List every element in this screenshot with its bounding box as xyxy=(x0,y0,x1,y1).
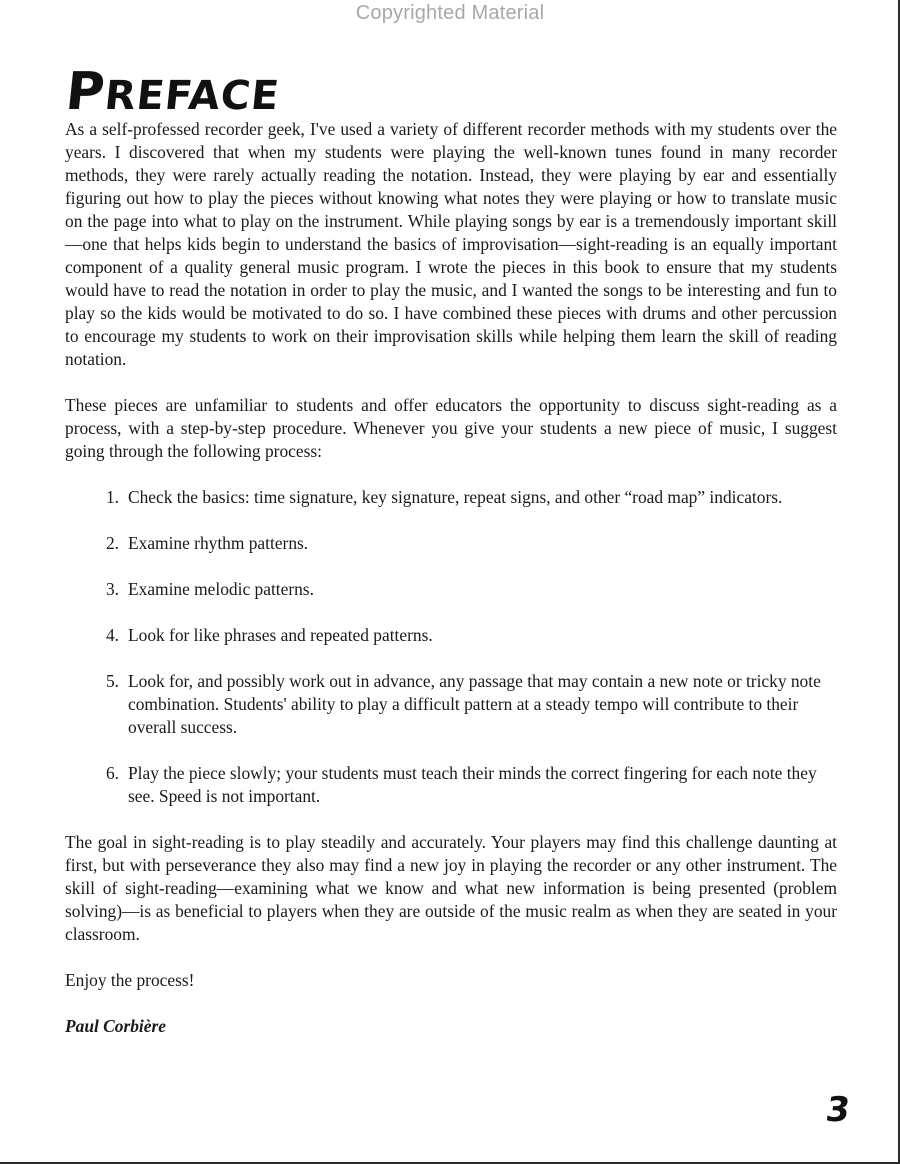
list-item xyxy=(65,624,837,647)
step-text: Look for, and possibly work out in advance, any passage that may contain a new note or tricky note combination. Students' ability to play a difficult pattern at a steady tempo will contribute to their overall success. xyxy=(128,671,821,737)
step-number: 2 . xyxy=(65,532,119,555)
list-item xyxy=(65,486,837,509)
intro-paragraph: As a self-professed recorder geek, I've used a variety of different recorder methods with my students over the years. I discovered that when my students were playing the well-known tunes found in many recorder methods, they were rarely actually reading the notation. Instead, they were playing by ear and essentially figuring out how to play the pieces without knowing what notes they were playing or how to translate music on the page into what to play on the instrument. While playing songs by ear is a tremendously important skill—one that helps kids begin to understand the basics of improvisation—sight-reading is an equally important component of a quality general music program. I wrote the pieces in this book to ensure that my students would have to read the notation in order to play the music, and I wanted the songs to be interesting and fun to play so the kids would be motivated to do so. I have combined these pieces with drums and other percussion to encourage my students to work on their improvisation skills while helping them learn the skill of reading notation. xyxy=(65,119,837,369)
step-number: 3 . xyxy=(65,578,119,601)
process-paragraph: These pieces are unfamiliar to students and offer educators the opportunity to discuss sight-reading as a process, with a step-by-step procedure. Whenever you give your students a new piece of music, I suggest going through the following process: xyxy=(65,395,837,461)
watermark: Copyrighted Material xyxy=(355,2,545,24)
step-number: 5 . xyxy=(65,670,119,739)
page-number: 3 xyxy=(823,1090,853,1130)
step-number: 1 . xyxy=(65,486,119,509)
step-text: Look for like phrases and repeated patterns. xyxy=(128,625,433,645)
process-steps-list xyxy=(65,486,837,808)
preface-body xyxy=(65,118,837,1061)
step-number: 4 . xyxy=(65,624,119,647)
page-title xyxy=(63,64,283,124)
list-item xyxy=(65,762,837,808)
closing-paragraph: The goal in sight-reading is to play steadily and accurately. Your players may find this challenge daunting at first, but with perseverance they also may find a new joy in playing the recorder or any other instrument. The skill of sight-reading—examining what we know and what new information is being presented (problem solving)—is as beneficial to players when they are outside of the music realm as when they are seated in your classroom. xyxy=(65,832,837,944)
step-text: Check the basics: time signature, key signature, repeat signs, and other “road map” indicators. xyxy=(128,487,783,507)
list-item xyxy=(65,532,837,555)
step-text: Examine rhythm patterns. xyxy=(128,533,309,553)
step-text: Play the piece slowly; your students must teach their minds the correct fingering for each note they see. Speed is not important. xyxy=(128,763,817,806)
step-text: Examine melodic patterns. xyxy=(128,579,314,599)
title-first-letter: P xyxy=(63,62,109,122)
list-item xyxy=(65,670,837,739)
author-signature: Paul Corbière xyxy=(65,1016,166,1036)
title-rest: REFACE xyxy=(102,73,282,119)
step-number: 6 . xyxy=(65,762,119,808)
list-item xyxy=(65,578,837,601)
sign-off: Enjoy the process! xyxy=(65,970,195,990)
